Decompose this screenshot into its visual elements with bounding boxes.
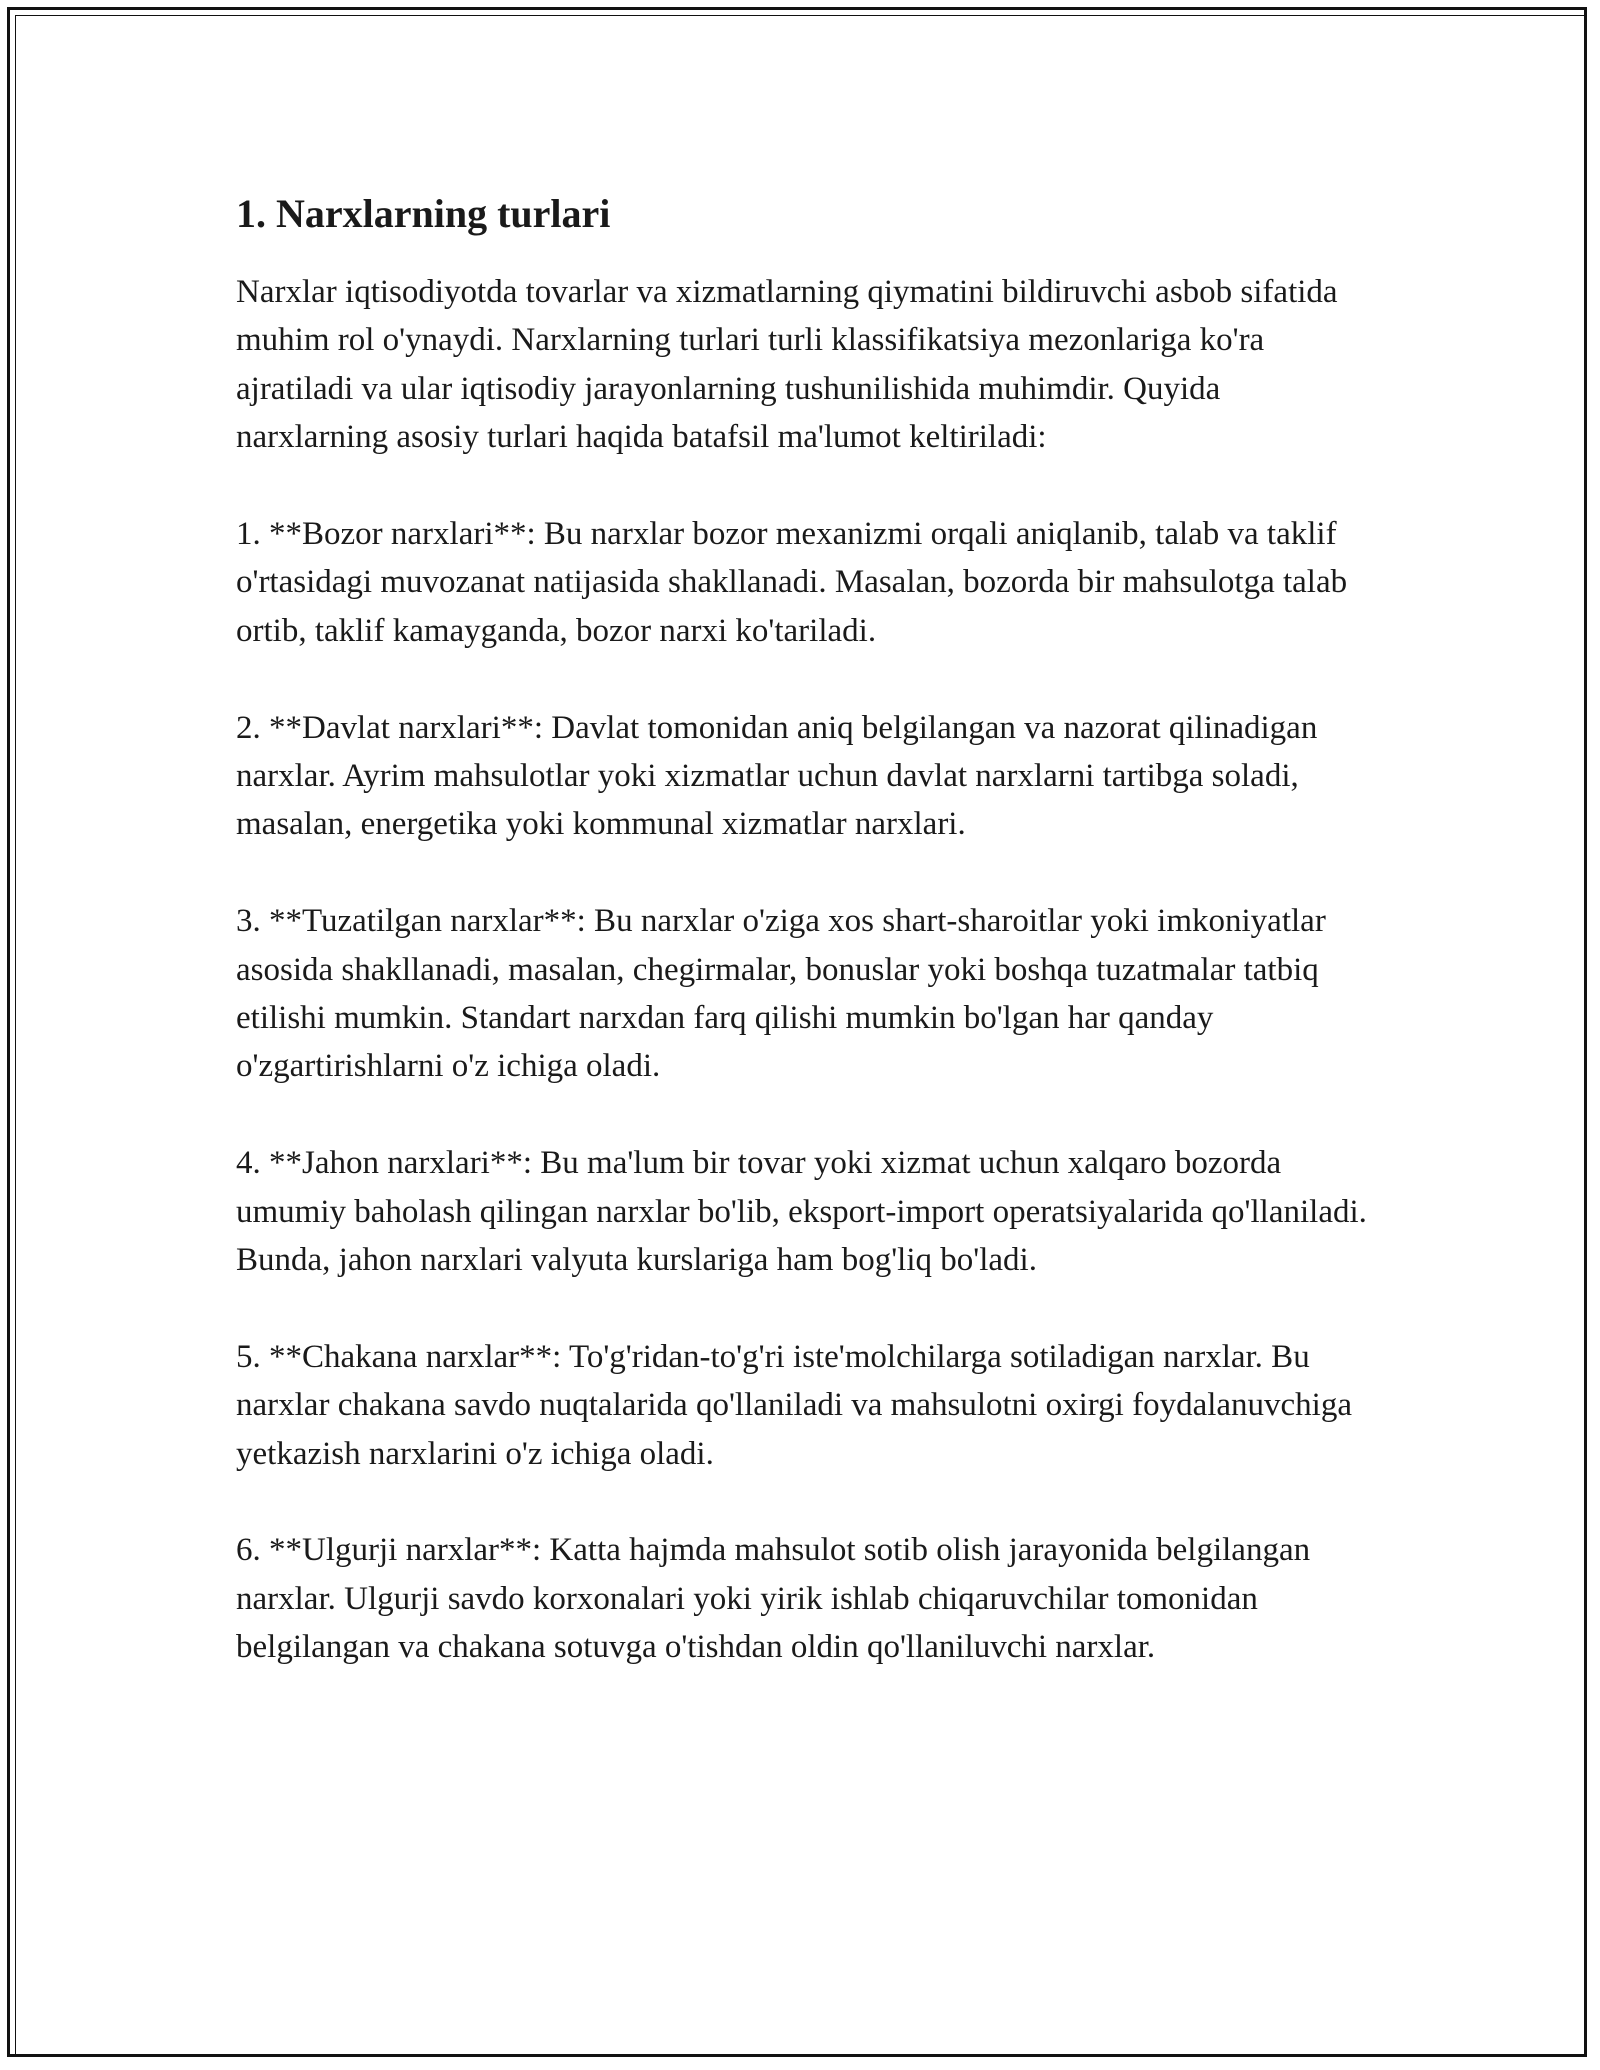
section-heading: 1. Narxlarning turlari — [236, 191, 611, 236]
intro-paragraph: Narxlar iqtisodiyotda tovarlar va xizmatlarning qiymatini bildiruvchi asbob sifatida muhim rol o'ynaydi. Narxlarning turlari turli klassifikatsiya mezonlariga ko'ra ajratiladi va ular iqtisodiy jarayonlarning tushunilishida muhimdir. Quyida narxlarning asosiy turlari haqida batafsil ma'lumot keltiriladi: — [236, 274, 1338, 456]
list-item-chakana-narxlar: 5. **Chakana narxlar**: To'g'ridan-to'g'ri iste'molchilarga sotiladigan narxlar. Bu narxlar chakana savdo nuqtalarida qo'llaniladi va mahsulotni oxirgi foydalanuvchiga yetkazish narxlarini o'z ichiga oladi. — [236, 1338, 1352, 1472]
list-item-jahon-narxlari: 4. **Jahon narxlari**: Bu ma'lum bir tovar yoki xizmat uchun xalqaro bozorda umumiy baholash qilingan narxlar bo'lib, eksport-import operatsiyalarida qo'llaniladi. Bunda, jahon narxlari valyuta kurslariga ham bog'liq bo'ladi. — [236, 1145, 1367, 1279]
list-item-davlat-narxlari: 2. **Davlat narxlari**: Davlat tomonidan aniq belgilangan va nazorat qilinadigan narxlar. Ayrim mahsulotlar yoki xizmatlar uchun davlat narxlarni tartibga soladi, masalan, energetika yoki kommunal xizmatlar narxlari. — [236, 709, 1318, 843]
document-page — [236, 188, 1376, 1672]
list-item-tuzatilgan-narxlar: 3. **Tuzatilgan narxlar**: Bu narxlar o'ziga xos shart-sharoitlar yoki imkoniyatlar asosida shakllanadi, masalan, chegirmalar, bonuslar yoki boshqa tuzatmalar tatbiq etilishi mumkin. Standart narxdan farq qilishi mumkin bo'lgan har qanday o'zgartirishlarni o'z ichiga oladi. — [236, 903, 1326, 1085]
list-item-ulgurji-narxlar: 6. **Ulgurji narxlar**: Katta hajmda mahsulot sotib olish jarayonida belgilangan narxlar. Ulgurji savdo korxonalari yoki yirik ishlab chiqaruvchilar tomonidan belgilangan va chakana sotuvga o'tishdan oldin qo'llaniluvchi narxlar. — [236, 1532, 1311, 1666]
list-item-bozor-narxlari: 1. **Bozor narxlari**: Bu narxlar bozor mexanizmi orqali aniqlanib, talab va taklif o'rtasidagi muvozanat natijasida shakllanadi. Masalan, bozorda bir mahsulotga talab ortib, taklif kamayganda, bozor narxi ko'tariladi. — [236, 516, 1348, 649]
